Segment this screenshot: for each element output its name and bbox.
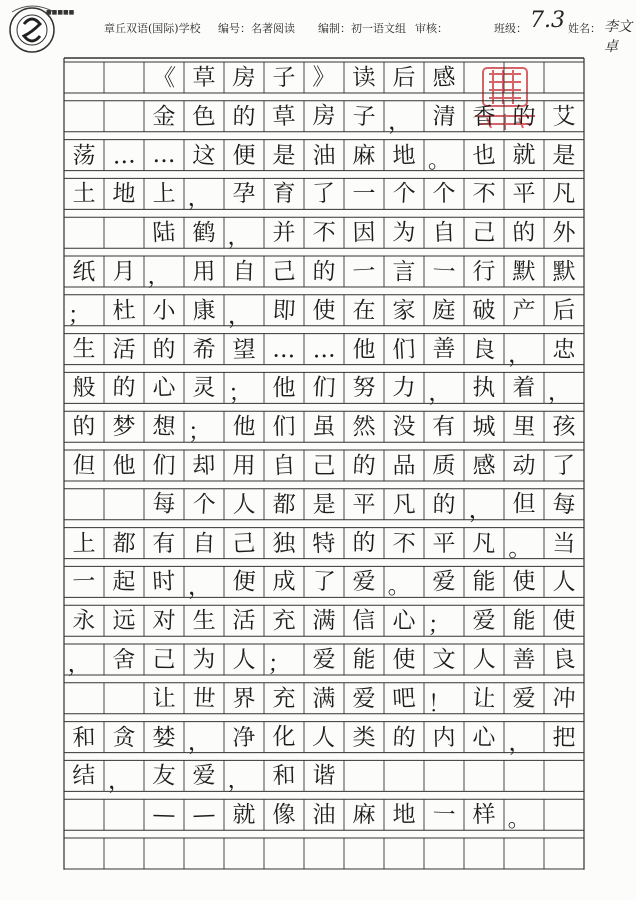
essay-char: 内 (432, 723, 456, 751)
essay-char: 这 (191, 141, 217, 169)
essay-char: 言 (392, 258, 416, 285)
essay-char: 己 (271, 258, 297, 285)
essay-char: 并 (272, 219, 296, 246)
essay-char: 《 (151, 63, 177, 92)
essay-char: 用 (192, 258, 216, 285)
essay-char: ， (228, 302, 251, 329)
essay-char: ， (187, 185, 212, 213)
essay-char: 把 (552, 723, 576, 751)
essay-char: 特 (311, 529, 337, 557)
essay-char: 他 (352, 335, 376, 363)
essay-char: 行 (472, 258, 496, 285)
essay-char: 荡 (72, 141, 96, 169)
essay-char: 动 (512, 452, 536, 479)
essay-char: 个 (432, 180, 456, 208)
essay-char: 爱 (352, 685, 376, 712)
essay-char: 时 (151, 568, 177, 596)
essay-char: 一 (71, 568, 97, 596)
essay-char: ， (227, 224, 252, 252)
essay-char: 能 (351, 646, 377, 673)
essay-char: — (191, 801, 217, 829)
essay-char: 房 (231, 64, 257, 91)
essay-char: 城 (472, 413, 496, 440)
essay-char: 读 (351, 64, 377, 91)
essay-char: 土 (72, 180, 96, 208)
essay-char: ， (427, 380, 452, 407)
essay-char: 他 (112, 452, 136, 479)
name-label: 姓名： (568, 22, 601, 35)
essay-char: 草 (192, 64, 216, 91)
essay-char: 爱 (512, 685, 536, 712)
essay-char: 不 (471, 180, 497, 208)
essay-char: 人 (471, 646, 497, 673)
essay-char: 杜 (111, 296, 137, 324)
essay-char: 己 (152, 646, 176, 673)
essay-char: 色 (191, 102, 217, 130)
essay-char: 小 (152, 297, 176, 324)
essay-char: ， (387, 108, 412, 136)
essay-char: 地 (111, 180, 137, 208)
essay-char: 永 (71, 607, 97, 635)
essay-char: 净 (231, 723, 257, 751)
essay-char: 即 (271, 296, 297, 324)
essay-char: 麻 (351, 801, 377, 829)
essay-char: 默 (552, 258, 576, 285)
essay-char: … (111, 141, 137, 169)
essay-char: 的 (511, 219, 537, 247)
essay-char: 有 (152, 529, 176, 557)
essay-char: 有 (431, 413, 457, 441)
essay-char: 心 (392, 607, 416, 634)
essay-char: 和 (272, 762, 296, 790)
class-value: 7.3 (530, 8, 565, 33)
essay-char: 了 (311, 180, 337, 208)
essay-char: 使 (552, 607, 576, 635)
essay-char: 地 (391, 141, 417, 169)
essay-char: 凡 (391, 490, 417, 518)
essay-char: 忠 (551, 335, 577, 363)
essay-char: 每 (152, 491, 176, 518)
essay-char: 爱 (312, 646, 336, 673)
essay-char: 起 (112, 568, 136, 596)
essay-char: 使 (312, 297, 336, 324)
essay-char: 艾 (551, 102, 577, 130)
essay-char: 良 (551, 645, 577, 674)
essay-char: 人 (311, 723, 337, 751)
essay-char: 孩 (552, 413, 576, 440)
essay-char: 冲 (551, 684, 577, 712)
essay-char: 充 (271, 607, 297, 635)
essay-char: 生 (72, 336, 96, 363)
essay-char: 每 (551, 490, 577, 518)
essay-char: 品 (392, 452, 416, 479)
essay-char: 结 (71, 762, 97, 790)
essay-char: 能 (511, 607, 537, 635)
essay-char: 平 (432, 529, 456, 557)
essay-char: ； (227, 380, 252, 408)
essay-char: 样 (472, 801, 496, 829)
essay-char: ， (507, 729, 532, 757)
essay-char: 了 (551, 452, 577, 479)
essay-char: ， (547, 380, 572, 407)
essay-char: 着 (511, 374, 537, 402)
essay-char: 世 (191, 684, 217, 712)
essay-char: 良 (471, 335, 497, 363)
essay-char: 人 (232, 491, 256, 518)
essay-char: 的 (312, 258, 336, 285)
essay-char: 友 (151, 762, 177, 790)
essay-char: 鹤 (192, 219, 216, 246)
essay-char: ， (147, 263, 172, 291)
essay-char: 清 (431, 102, 457, 130)
essay-char: 草 (271, 102, 297, 130)
essay-char: 。 (507, 806, 532, 834)
essay-char: 的 (232, 103, 256, 130)
essay-char: 婪 (151, 723, 177, 751)
essay-char: 为 (191, 645, 217, 674)
essay-char: 善 (432, 336, 456, 363)
essay-char: ； (427, 612, 452, 640)
essay-char: 也 (471, 141, 497, 169)
essay-char: 后 (551, 296, 577, 324)
essay-char: 平 (352, 490, 376, 518)
essay-char: 育 (272, 180, 296, 208)
essay-char: 平 (512, 180, 536, 208)
essay-char: 月 (112, 258, 136, 285)
essay-char: 油 (312, 141, 336, 169)
essay-char: 善 (512, 646, 536, 673)
essay-char: 的 (112, 374, 136, 402)
essay-char: 成 (272, 568, 296, 596)
essay-char: 都 (271, 490, 297, 518)
essay-char: 为 (392, 219, 416, 247)
essay-char: 个 (191, 490, 217, 518)
essay-char: 他 (231, 413, 257, 441)
essay-char: 产 (512, 297, 536, 324)
essay-char: 一 (431, 257, 457, 286)
essay-char: 们 (311, 374, 337, 402)
essay-char: 像 (271, 801, 297, 829)
essay-char: 梦 (112, 413, 136, 440)
essay-char: 自 (192, 529, 216, 557)
essay-char: 能 (472, 568, 496, 596)
essay-char: 凡 (552, 180, 576, 208)
essay-char: 虽 (312, 413, 336, 441)
essay-char: 上 (152, 180, 176, 208)
essay-char: 心 (151, 374, 177, 402)
essay-char: 油 (312, 801, 336, 828)
essay-char: 充 (272, 684, 296, 712)
essay-char: 生 (192, 607, 216, 635)
essay-char: 不 (311, 219, 337, 247)
essay-char: 的 (432, 491, 456, 518)
svg-text:■■■■■: ■■■■■ (46, 9, 75, 16)
essay-char: 麻 (352, 141, 376, 169)
essay-char: 家 (392, 296, 416, 324)
essay-char: 的 (391, 723, 417, 751)
essay-char: 灵 (192, 374, 216, 402)
essay-char: 独 (272, 529, 296, 557)
worksheet-editor: 编制：初一语文组 (318, 22, 406, 35)
essay-char: 便 (231, 568, 257, 596)
essay-char: 使 (392, 646, 416, 673)
essay-char: ， (67, 651, 92, 679)
essay-char: 文 (432, 646, 456, 673)
essay-char: ； (187, 419, 212, 446)
essay-char: 是 (551, 141, 577, 169)
essay-char: 们 (272, 413, 296, 441)
essay-char: 人 (232, 646, 256, 673)
essay-char: 了 (311, 568, 337, 596)
essay-char: 人 (552, 568, 576, 595)
essay-char: 后 (392, 64, 416, 91)
essay-char: 的 (71, 413, 97, 441)
essay-char: 舍 (111, 646, 137, 673)
essay-char: — (152, 801, 176, 829)
student-name: 李文卓 (604, 19, 632, 55)
essay-char: 庭 (432, 296, 456, 324)
essay-char: 默 (511, 258, 537, 285)
essay-char: 》 (312, 64, 336, 91)
essay-char: 爱 (431, 568, 457, 596)
essay-char: 使 (511, 568, 537, 596)
essay-char: 自 (232, 258, 256, 285)
school-name: 章丘双语(国际)学校 (104, 22, 201, 35)
essay-char: 想 (151, 413, 177, 441)
essay-char: 满 (311, 684, 337, 712)
essay-char: 一 (431, 801, 457, 829)
essay-char: … (272, 335, 296, 363)
essay-char: ， (188, 574, 211, 601)
essay-char: 类 (352, 723, 376, 751)
essay-char: 却 (191, 452, 217, 479)
essay-char: 金 (152, 102, 176, 130)
essay-char: 希 (191, 335, 217, 363)
essay-char: 让 (471, 684, 497, 712)
essay-char: 当 (552, 529, 576, 557)
essay-char: 远 (112, 607, 136, 634)
essay-char: 般 (72, 374, 96, 402)
essay-char: 地 (392, 801, 416, 828)
essay-char: 己 (231, 529, 257, 557)
essay-char: 一 (352, 180, 376, 207)
essay-char: 爱 (192, 762, 216, 790)
worksheet-review: 审核： (415, 22, 448, 35)
essay-char: 吧 (391, 684, 417, 712)
essay-char: 和 (72, 723, 96, 751)
essay-char: 破 (471, 296, 497, 324)
essay-char: 就 (232, 801, 256, 828)
essay-char: 活 (111, 335, 137, 363)
essay-char: 心 (472, 723, 496, 751)
essay-char: 没 (392, 413, 416, 440)
essay-char: 都 (111, 529, 137, 557)
essay-char: 己 (472, 219, 496, 246)
essay-char: ， (227, 767, 252, 795)
essay-char: 努 (352, 374, 376, 402)
essay-char: ， (467, 496, 492, 524)
essay-char: 自 (271, 451, 297, 480)
essay-char: 望 (232, 335, 256, 363)
essay-char: 信 (351, 607, 377, 635)
worksheet-number: 编号：名著阅读 (218, 22, 295, 35)
essay-char: 感 (431, 63, 457, 92)
essay-char: … (152, 142, 176, 169)
essay-char: 的 (512, 102, 536, 130)
essay-char: 孕 (231, 180, 257, 208)
essay-char: 在 (351, 296, 377, 324)
essay-char: 们 (152, 452, 176, 479)
essay-char: 但 (512, 491, 536, 518)
essay-char: 让 (152, 685, 176, 712)
essay-char: 贪 (112, 723, 136, 751)
essay-char: ； (267, 651, 292, 679)
essay-char: 活 (232, 607, 256, 635)
essay-char: 的 (351, 451, 377, 480)
essay-char: 是 (271, 141, 297, 169)
essay-char: 己 (312, 452, 336, 479)
essay-char: 们 (391, 335, 417, 363)
essay-char: 力 (391, 374, 417, 402)
essay-char: 康 (191, 296, 217, 324)
essay-char: 不 (391, 529, 417, 557)
essay-char: 爱 (472, 607, 496, 634)
essay-char: … (311, 335, 337, 363)
essay-char: 因 (352, 219, 376, 247)
essay-char: ， (187, 729, 212, 756)
essay-char: 便 (232, 141, 256, 169)
essay-char: 谐 (312, 762, 336, 790)
essay-char: 对 (151, 607, 177, 635)
essay-char: 的 (152, 335, 176, 363)
essay-char: ， (108, 768, 131, 795)
essay-char: 香 (472, 102, 496, 130)
essay-char: 凡 (471, 529, 497, 557)
essay-char: 爱 (352, 568, 376, 596)
essay-char: 房 (312, 103, 336, 130)
essay-char: 界 (232, 684, 256, 712)
essay-char: 感 (472, 452, 496, 479)
essay-char: 外 (552, 219, 576, 246)
essay-char: 用 (232, 452, 256, 479)
essay-char: 满 (312, 607, 336, 634)
essay-char: 的 (352, 530, 376, 557)
essay-char: 陆 (151, 219, 177, 247)
essay-char: 化 (272, 724, 296, 751)
essay-char: 是 (312, 490, 336, 518)
essay-char: 他 (272, 374, 296, 401)
essay-char: 。 (427, 147, 452, 174)
essay-char: 子 (351, 102, 377, 130)
essay-char: 里 (511, 413, 537, 441)
essay-char: 质 (431, 452, 457, 479)
essay-char: 自 (431, 219, 457, 247)
essay-char: ， (507, 341, 532, 368)
essay-char: 一 (351, 257, 377, 286)
essay-char: 。 (387, 573, 412, 601)
essay-char: 上 (72, 529, 96, 557)
essay-char: 个 (391, 180, 417, 208)
essay-char: 执 (472, 374, 496, 402)
essay-char: 然 (351, 413, 377, 441)
essay-char: ！ (428, 690, 451, 717)
essay-char: 但 (71, 452, 97, 479)
essay-char: ； (67, 302, 92, 329)
essay-char: 纸 (71, 257, 97, 286)
essay-char: 子 (272, 64, 296, 91)
essay-char: 。 (507, 535, 532, 563)
class-label: 班级： (494, 22, 527, 35)
essay-char: 就 (512, 142, 536, 169)
